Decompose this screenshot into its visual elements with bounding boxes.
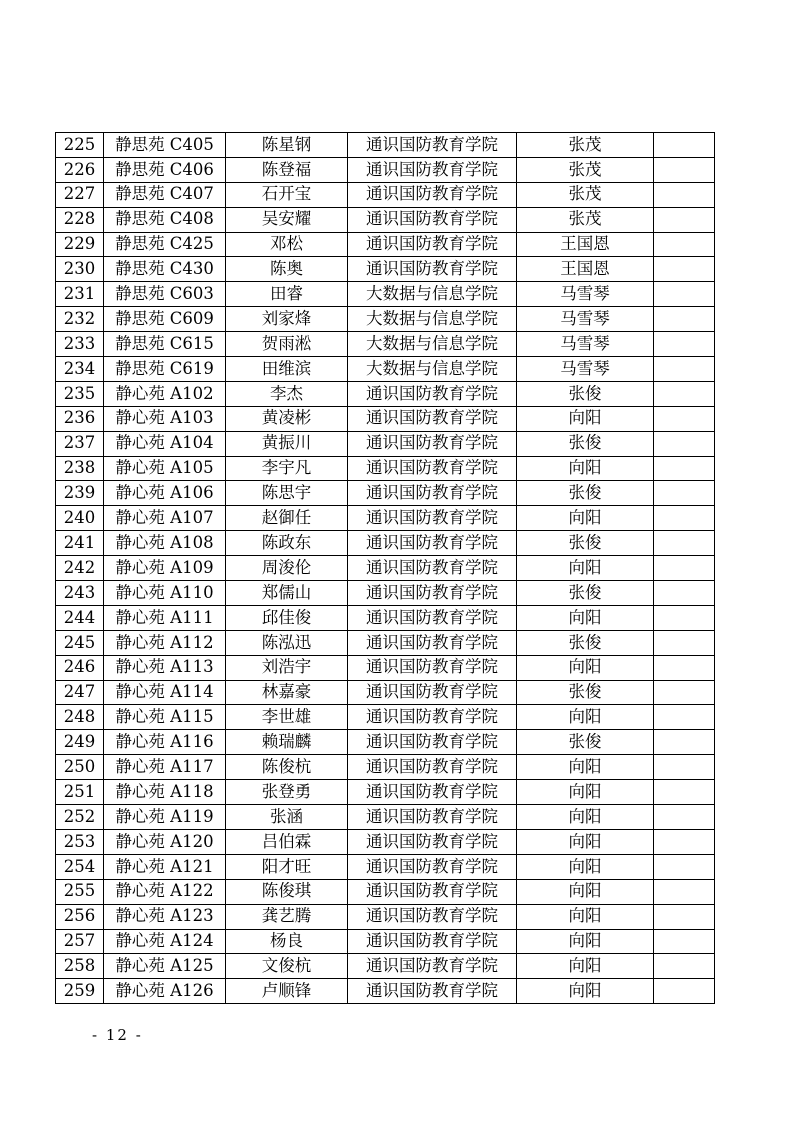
counselor-cell: 向阳 <box>517 755 654 780</box>
dorm-room-cell: 静心苑 A105 <box>104 456 226 481</box>
row-number-cell: 246 <box>56 655 104 680</box>
student-name-cell: 张涵 <box>226 805 348 830</box>
student-name-cell: 吕伯霖 <box>226 829 348 854</box>
dorm-room-cell: 静心苑 A108 <box>104 531 226 556</box>
dorm-room-cell: 静心苑 A119 <box>104 805 226 830</box>
counselor-cell: 向阳 <box>517 979 654 1004</box>
row-number-cell: 252 <box>56 805 104 830</box>
student-name-cell: 陈星钢 <box>226 133 348 158</box>
student-name-cell: 陈奥 <box>226 257 348 282</box>
student-name-cell: 刘家烽 <box>226 307 348 332</box>
table-row <box>56 157 715 182</box>
college-cell: 通识国防教育学院 <box>348 805 517 830</box>
table-row <box>56 332 715 357</box>
college-cell: 通识国防教育学院 <box>348 556 517 581</box>
remarks-cell <box>654 182 715 207</box>
remarks-cell <box>654 406 715 431</box>
counselor-cell: 向阳 <box>517 456 654 481</box>
remarks-cell <box>654 879 715 904</box>
dorm-room-cell: 静心苑 A123 <box>104 904 226 929</box>
counselor-cell: 王国恩 <box>517 232 654 257</box>
counselor-cell: 张茂 <box>517 157 654 182</box>
counselor-cell: 张俊 <box>517 531 654 556</box>
row-number-cell: 255 <box>56 879 104 904</box>
college-cell: 通识国防教育学院 <box>348 904 517 929</box>
dorm-room-cell: 静心苑 A110 <box>104 581 226 606</box>
student-name-cell: 郑儒山 <box>226 581 348 606</box>
dorm-room-cell: 静心苑 A120 <box>104 829 226 854</box>
dorm-room-cell: 静心苑 A118 <box>104 780 226 805</box>
remarks-cell <box>654 680 715 705</box>
table-row <box>56 929 715 954</box>
counselor-cell: 向阳 <box>517 506 654 531</box>
table-row <box>56 506 715 531</box>
row-number-cell: 227 <box>56 182 104 207</box>
table-row <box>56 805 715 830</box>
remarks-cell <box>654 780 715 805</box>
remarks-cell <box>654 556 715 581</box>
student-name-cell: 陈思宇 <box>226 481 348 506</box>
counselor-cell: 张茂 <box>517 133 654 158</box>
counselor-cell: 张俊 <box>517 630 654 655</box>
dorm-room-cell: 静心苑 A125 <box>104 954 226 979</box>
student-name-cell: 黄凌彬 <box>226 406 348 431</box>
table-row <box>56 954 715 979</box>
counselor-cell: 向阳 <box>517 879 654 904</box>
table-row <box>56 730 715 755</box>
college-cell: 通识国防教育学院 <box>348 630 517 655</box>
student-name-cell: 吴安耀 <box>226 207 348 232</box>
college-cell: 通识国防教育学院 <box>348 755 517 780</box>
remarks-cell <box>654 929 715 954</box>
student-name-cell: 陈登福 <box>226 157 348 182</box>
remarks-cell <box>654 829 715 854</box>
remarks-cell <box>654 307 715 332</box>
table-row <box>56 531 715 556</box>
counselor-cell: 向阳 <box>517 904 654 929</box>
table-row <box>56 879 715 904</box>
row-number-cell: 257 <box>56 929 104 954</box>
row-number-cell: 235 <box>56 381 104 406</box>
college-cell: 通识国防教育学院 <box>348 879 517 904</box>
table-row <box>56 979 715 1004</box>
student-name-cell: 陈俊琪 <box>226 879 348 904</box>
college-cell: 通识国防教育学院 <box>348 605 517 630</box>
counselor-cell: 张俊 <box>517 730 654 755</box>
college-cell: 通识国防教育学院 <box>348 929 517 954</box>
college-cell: 通识国防教育学院 <box>348 705 517 730</box>
student-name-cell: 陈泓迅 <box>226 630 348 655</box>
college-cell: 通识国防教育学院 <box>348 456 517 481</box>
table-row <box>56 755 715 780</box>
counselor-cell: 张俊 <box>517 680 654 705</box>
remarks-cell <box>654 630 715 655</box>
student-name-cell: 李宇凡 <box>226 456 348 481</box>
row-number-cell: 253 <box>56 829 104 854</box>
college-cell: 通识国防教育学院 <box>348 232 517 257</box>
row-number-cell: 236 <box>56 406 104 431</box>
table-row <box>56 406 715 431</box>
dorm-room-cell: 静思苑 C619 <box>104 357 226 382</box>
college-cell: 通识国防教育学院 <box>348 854 517 879</box>
table-row <box>56 581 715 606</box>
dorm-room-cell: 静心苑 A107 <box>104 506 226 531</box>
row-number-cell: 233 <box>56 332 104 357</box>
row-number-cell: 234 <box>56 357 104 382</box>
counselor-cell: 张茂 <box>517 207 654 232</box>
table-row <box>56 630 715 655</box>
college-cell: 通识国防教育学院 <box>348 381 517 406</box>
dorm-room-cell: 静心苑 A109 <box>104 556 226 581</box>
table-row <box>56 456 715 481</box>
remarks-cell <box>654 581 715 606</box>
college-cell: 通识国防教育学院 <box>348 531 517 556</box>
row-number-cell: 244 <box>56 605 104 630</box>
college-cell: 通识国防教育学院 <box>348 257 517 282</box>
college-cell: 通识国防教育学院 <box>348 954 517 979</box>
college-cell: 大数据与信息学院 <box>348 282 517 307</box>
table-row <box>56 182 715 207</box>
dorm-room-cell: 静思苑 C425 <box>104 232 226 257</box>
counselor-cell: 向阳 <box>517 829 654 854</box>
college-cell: 通识国防教育学院 <box>348 680 517 705</box>
row-number-cell: 254 <box>56 854 104 879</box>
table-row <box>56 780 715 805</box>
table-row <box>56 481 715 506</box>
college-cell: 通识国防教育学院 <box>348 157 517 182</box>
row-number-cell: 228 <box>56 207 104 232</box>
student-name-cell: 赖瑞麟 <box>226 730 348 755</box>
counselor-cell: 张俊 <box>517 581 654 606</box>
table-row <box>56 904 715 929</box>
counselor-cell: 王国恩 <box>517 257 654 282</box>
table-row <box>56 357 715 382</box>
table-row <box>56 680 715 705</box>
college-cell: 大数据与信息学院 <box>348 357 517 382</box>
remarks-cell <box>654 456 715 481</box>
counselor-cell: 张俊 <box>517 381 654 406</box>
dorm-room-cell: 静心苑 A112 <box>104 630 226 655</box>
remarks-cell <box>654 605 715 630</box>
row-number-cell: 240 <box>56 506 104 531</box>
row-number-cell: 237 <box>56 431 104 456</box>
dorm-room-cell: 静心苑 A114 <box>104 680 226 705</box>
remarks-cell <box>654 232 715 257</box>
student-name-cell: 文俊杭 <box>226 954 348 979</box>
dorm-room-cell: 静思苑 C615 <box>104 332 226 357</box>
table-row <box>56 232 715 257</box>
counselor-cell: 张俊 <box>517 431 654 456</box>
college-cell: 通识国防教育学院 <box>348 431 517 456</box>
remarks-cell <box>654 755 715 780</box>
dorm-room-cell: 静思苑 C407 <box>104 182 226 207</box>
dorm-room-cell: 静思苑 C430 <box>104 257 226 282</box>
row-number-cell: 225 <box>56 133 104 158</box>
row-number-cell: 245 <box>56 630 104 655</box>
remarks-cell <box>654 481 715 506</box>
row-number-cell: 247 <box>56 680 104 705</box>
counselor-cell: 向阳 <box>517 655 654 680</box>
counselor-cell: 向阳 <box>517 780 654 805</box>
row-number-cell: 232 <box>56 307 104 332</box>
dorm-room-cell: 静心苑 A124 <box>104 929 226 954</box>
college-cell: 通识国防教育学院 <box>348 506 517 531</box>
counselor-cell: 张俊 <box>517 481 654 506</box>
remarks-cell <box>654 506 715 531</box>
student-name-cell: 龚艺腾 <box>226 904 348 929</box>
dorm-room-cell: 静心苑 A111 <box>104 605 226 630</box>
row-number-cell: 242 <box>56 556 104 581</box>
student-name-cell: 周浚伦 <box>226 556 348 581</box>
row-number-cell: 249 <box>56 730 104 755</box>
dorm-room-cell: 静思苑 C408 <box>104 207 226 232</box>
college-cell: 通识国防教育学院 <box>348 406 517 431</box>
dorm-room-cell: 静思苑 C406 <box>104 157 226 182</box>
table-row <box>56 431 715 456</box>
table-row <box>56 854 715 879</box>
college-cell: 通识国防教育学院 <box>348 730 517 755</box>
table-row <box>56 307 715 332</box>
student-name-cell: 邱佳俊 <box>226 605 348 630</box>
student-name-cell: 刘浩宇 <box>226 655 348 680</box>
dorm-room-cell: 静心苑 A115 <box>104 705 226 730</box>
remarks-cell <box>654 655 715 680</box>
college-cell: 通识国防教育学院 <box>348 979 517 1004</box>
roster-table-body <box>56 133 715 1004</box>
row-number-cell: 259 <box>56 979 104 1004</box>
student-name-cell: 林嘉豪 <box>226 680 348 705</box>
row-number-cell: 229 <box>56 232 104 257</box>
student-name-cell: 李杰 <box>226 381 348 406</box>
row-number-cell: 231 <box>56 282 104 307</box>
remarks-cell <box>654 357 715 382</box>
remarks-cell <box>654 805 715 830</box>
college-cell: 通识国防教育学院 <box>348 207 517 232</box>
remarks-cell <box>654 979 715 1004</box>
student-name-cell: 贺雨淞 <box>226 332 348 357</box>
remarks-cell <box>654 431 715 456</box>
counselor-cell: 向阳 <box>517 605 654 630</box>
counselor-cell: 马雪琴 <box>517 307 654 332</box>
row-number-cell: 239 <box>56 481 104 506</box>
dorm-room-cell: 静思苑 C405 <box>104 133 226 158</box>
student-name-cell: 陈政东 <box>226 531 348 556</box>
counselor-cell: 马雪琴 <box>517 332 654 357</box>
student-name-cell: 赵御任 <box>226 506 348 531</box>
dorm-room-cell: 静思苑 C603 <box>104 282 226 307</box>
student-name-cell: 杨良 <box>226 929 348 954</box>
student-name-cell: 邓松 <box>226 232 348 257</box>
student-name-cell: 田维滨 <box>226 357 348 382</box>
table-row <box>56 829 715 854</box>
dorm-room-cell: 静心苑 A106 <box>104 481 226 506</box>
remarks-cell <box>654 904 715 929</box>
row-number-cell: 243 <box>56 581 104 606</box>
dorm-room-cell: 静心苑 A117 <box>104 755 226 780</box>
student-name-cell: 卢顺锋 <box>226 979 348 1004</box>
counselor-cell: 向阳 <box>517 954 654 979</box>
remarks-cell <box>654 157 715 182</box>
table-row <box>56 705 715 730</box>
college-cell: 通识国防教育学院 <box>348 829 517 854</box>
table-row <box>56 605 715 630</box>
student-name-cell: 田睿 <box>226 282 348 307</box>
dorm-room-cell: 静心苑 A103 <box>104 406 226 431</box>
dorm-room-cell: 静思苑 C609 <box>104 307 226 332</box>
row-number-cell: 230 <box>56 257 104 282</box>
remarks-cell <box>654 282 715 307</box>
student-name-cell: 张登勇 <box>226 780 348 805</box>
college-cell: 大数据与信息学院 <box>348 307 517 332</box>
table-row <box>56 282 715 307</box>
remarks-cell <box>654 332 715 357</box>
remarks-cell <box>654 954 715 979</box>
student-name-cell: 石开宝 <box>226 182 348 207</box>
remarks-cell <box>654 381 715 406</box>
dorm-room-cell: 静心苑 A102 <box>104 381 226 406</box>
counselor-cell: 向阳 <box>517 854 654 879</box>
remarks-cell <box>654 854 715 879</box>
table-row <box>56 257 715 282</box>
counselor-cell: 马雪琴 <box>517 282 654 307</box>
table-row <box>56 556 715 581</box>
college-cell: 通识国防教育学院 <box>348 481 517 506</box>
row-number-cell: 256 <box>56 904 104 929</box>
remarks-cell <box>654 531 715 556</box>
counselor-cell: 向阳 <box>517 556 654 581</box>
remarks-cell <box>654 705 715 730</box>
dorm-room-cell: 静心苑 A126 <box>104 979 226 1004</box>
counselor-cell: 向阳 <box>517 805 654 830</box>
counselor-cell: 向阳 <box>517 705 654 730</box>
dorm-room-cell: 静心苑 A121 <box>104 854 226 879</box>
table-row <box>56 381 715 406</box>
remarks-cell <box>654 207 715 232</box>
college-cell: 大数据与信息学院 <box>348 332 517 357</box>
table-row <box>56 133 715 158</box>
counselor-cell: 向阳 <box>517 929 654 954</box>
student-name-cell: 陈俊杭 <box>226 755 348 780</box>
college-cell: 通识国防教育学院 <box>348 133 517 158</box>
counselor-cell: 马雪琴 <box>517 357 654 382</box>
counselor-cell: 张茂 <box>517 182 654 207</box>
student-name-cell: 黄振川 <box>226 431 348 456</box>
remarks-cell <box>654 730 715 755</box>
page-number: - 12 - <box>92 1026 143 1044</box>
row-number-cell: 258 <box>56 954 104 979</box>
row-number-cell: 251 <box>56 780 104 805</box>
row-number-cell: 226 <box>56 157 104 182</box>
college-cell: 通识国防教育学院 <box>348 655 517 680</box>
dorm-room-cell: 静心苑 A116 <box>104 730 226 755</box>
student-name-cell: 李世雄 <box>226 705 348 730</box>
row-number-cell: 241 <box>56 531 104 556</box>
college-cell: 通识国防教育学院 <box>348 581 517 606</box>
dorm-room-cell: 静心苑 A122 <box>104 879 226 904</box>
dorm-room-cell: 静心苑 A113 <box>104 655 226 680</box>
student-name-cell: 阳才旺 <box>226 854 348 879</box>
table-row <box>56 655 715 680</box>
dorm-room-cell: 静心苑 A104 <box>104 431 226 456</box>
row-number-cell: 248 <box>56 705 104 730</box>
counselor-cell: 向阳 <box>517 406 654 431</box>
table-row <box>56 207 715 232</box>
row-number-cell: 238 <box>56 456 104 481</box>
college-cell: 通识国防教育学院 <box>348 780 517 805</box>
remarks-cell <box>654 133 715 158</box>
row-number-cell: 250 <box>56 755 104 780</box>
remarks-cell <box>654 257 715 282</box>
college-cell: 通识国防教育学院 <box>348 182 517 207</box>
roster-table <box>55 132 715 1004</box>
